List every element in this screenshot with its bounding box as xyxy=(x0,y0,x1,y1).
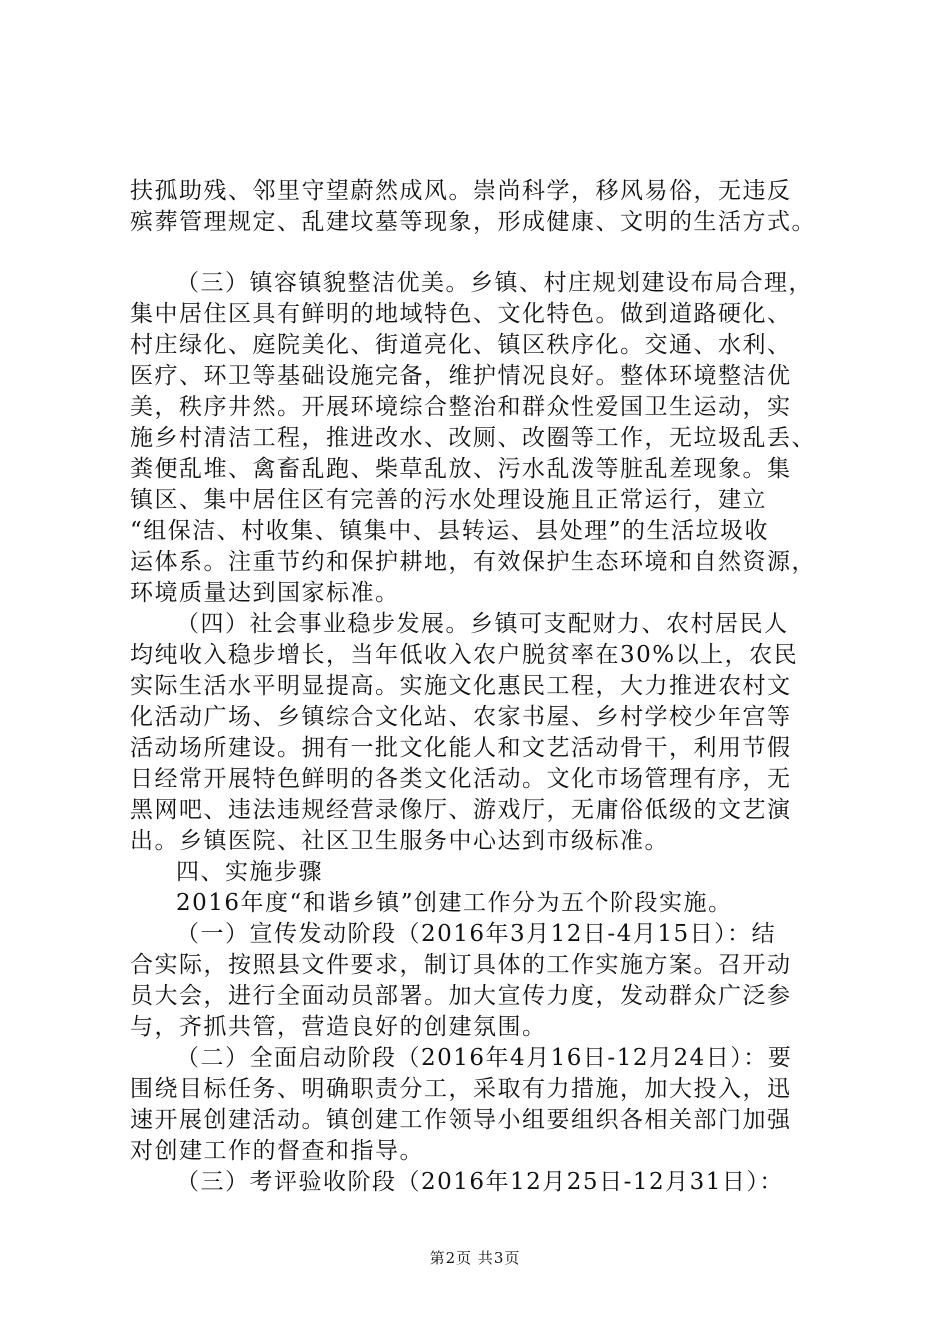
text-line: 镇区、集中居住区有完善的污水处理设施且正常运行，建立 xyxy=(130,487,767,513)
text-line: 围绕目标任务、明确职责分工，采取有力措施，加大投入，迅 xyxy=(130,1076,792,1102)
text-line: （三）考评验收阶段（2016年12月25日-12月31日）： xyxy=(176,1169,784,1195)
text-line: 美，秩序井然。开展环境综合整治和群众性爱国卫生运动，实 xyxy=(130,394,792,420)
text-line: 集中居住区具有鲜明的地域特色、文化特色。做到道路硬化、 xyxy=(130,301,792,327)
text-line: 速开展创建活动。镇创建工作领导小组要组织各相关部门加强 xyxy=(130,1107,792,1133)
text-line: 员大会，进行全面动员部署。加大宣传力度，发动群众广泛参 xyxy=(130,983,792,1009)
text-line: （一）宣传发动阶段（2016年3月12日-4月15日）：结 xyxy=(176,921,777,947)
text-line: 环境质量达到国家标准。 xyxy=(130,580,400,606)
text-line: 活动场所建设。拥有一批文化能人和文艺活动骨干，利用节假 xyxy=(130,735,792,761)
text-line: 村庄绿化、庭院美化、街道亮化、镇区秩序化。交通、水利、 xyxy=(130,332,792,358)
text-line: 医疗、环卫等基础设施完备，维护情况良好。整体环境整洁优 xyxy=(130,363,792,389)
text-line: 运体系。注重节约和保护耕地，有效保护生态环境和自然资源， xyxy=(130,549,816,575)
text-line: 对创建工作的督查和指导。 xyxy=(130,1138,424,1164)
text-line: “组保洁、村收集、镇集中、县转运、县处理”的生活垃圾收 xyxy=(130,518,770,544)
text-line: （三）镇容镇貌整洁优美。乡镇、村庄规划建设布局合理， xyxy=(176,270,813,296)
text-line: 粪便乱堆、禽畜乱跑、柴草乱放、污水乱泼等脏乱差现象。集 xyxy=(130,456,792,482)
text-line: （二）全面启动阶段（2016年4月16日-12月24日）：要 xyxy=(176,1045,793,1071)
text-line: 均纯收入稳步增长，当年低收入农户脱贫率在30%以上，农民 xyxy=(130,642,799,668)
text-line: 日经常开展特色鲜明的各类文化活动。文化市场管理有序，无 xyxy=(130,766,792,792)
text-line: 2016年度“和谐乡镇”创建工作分为五个阶段实施。 xyxy=(176,890,733,916)
text-line: 与，齐抓共管，营造良好的创建氛围。 xyxy=(130,1014,547,1040)
text-line: 殡葬管理规定、乱建坟墓等现象，形成健康、文明的生活方式。 xyxy=(130,209,816,235)
text-line: 合实际，按照县文件要求，制订具体的工作实施方案。召开动 xyxy=(130,952,792,978)
page-number-footer: 第2页 共3页 xyxy=(429,1249,521,1267)
text-line: 扶孤助残、邻里守望蔚然成风。崇尚科学，移风易俗，无违反 xyxy=(130,178,792,204)
text-line: 化活动广场、乡镇综合文化站、农家书屋、乡村学校少年宫等 xyxy=(130,704,792,730)
text-line: 实际生活水平明显提高。实施文化惠民工程，大力推进农村文 xyxy=(130,673,792,699)
text-line: 施乡村清洁工程，推进改水、改厕、改圈等工作，无垃圾乱丢、 xyxy=(130,425,816,451)
text-line: 出。乡镇医院、社区卫生服务中心达到市级标准。 xyxy=(130,828,669,854)
text-line: 黑网吧、违法违规经营录像厅、游戏厅，无庸俗低级的文艺演 xyxy=(130,797,792,823)
section-heading: 四、实施步骤 xyxy=(176,859,323,885)
text-line: （四）社会事业稳步发展。乡镇可支配财力、农村居民人 xyxy=(176,611,789,637)
